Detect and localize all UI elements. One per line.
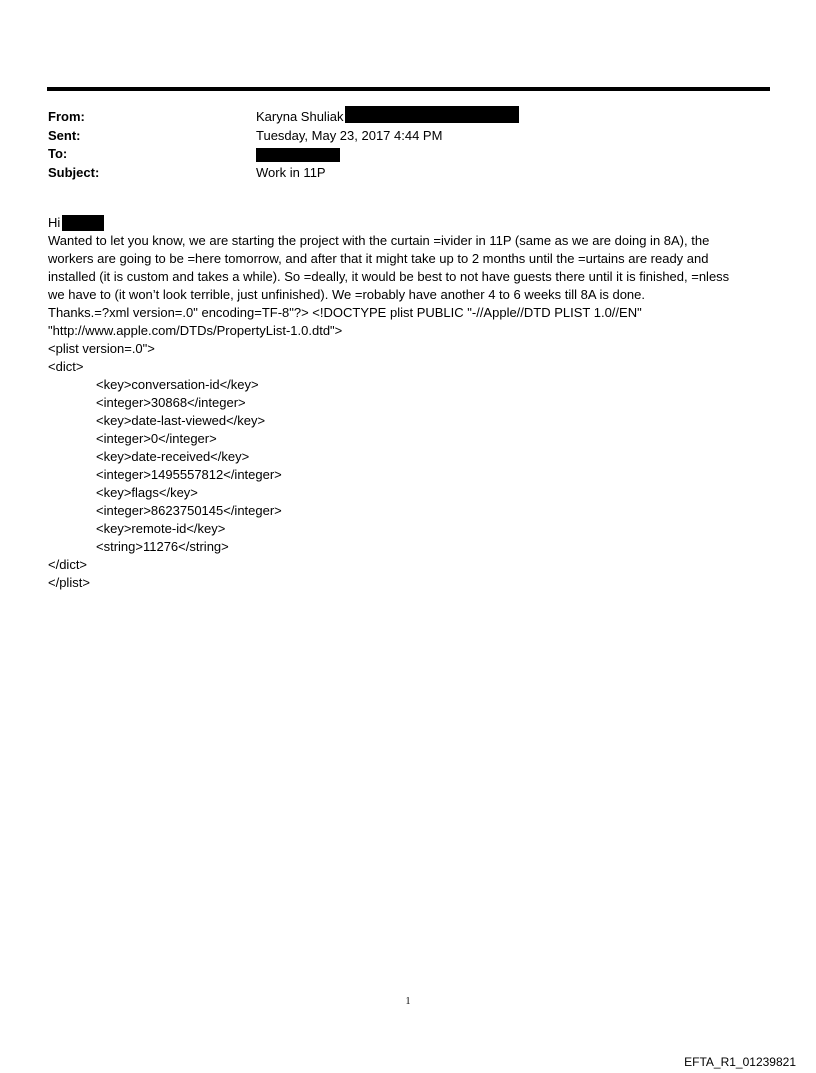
subject-label: Subject: (48, 164, 100, 180)
to-label: To: (48, 146, 68, 161)
redaction-box (345, 106, 519, 123)
dict-line: <key>flags</key> (96, 485, 198, 500)
to-value (256, 145, 340, 164)
dict-line: <integer>8623750145</integer> (96, 503, 282, 518)
dict-line: <key>conversation-id</key> (96, 377, 259, 392)
email-body (48, 214, 768, 592)
redaction-box (256, 148, 340, 162)
header-rule (47, 87, 770, 91)
sent-label: Sent: (48, 127, 81, 143)
body-line: Thanks.=?xml version=.0" encoding=TF-8"?> <!DOCTYPE plist PUBLIC "-//Apple//DTD PLIST 1.0//EN" (48, 305, 642, 320)
to-row (48, 145, 768, 164)
from-row (48, 108, 768, 127)
closing-line: </dict> (48, 557, 88, 572)
document-id: EFTA_R1_01239821 (684, 1055, 796, 1069)
body-line: <plist version=.0"> (48, 341, 155, 356)
sent-row (48, 127, 768, 146)
redaction-box (62, 215, 104, 231)
sent-value: Tuesday, May 23, 2017 4:44 PM (256, 127, 443, 143)
dict-line: <key>date-last-viewed</key> (96, 413, 266, 428)
closing-line: </plist> (48, 575, 90, 590)
body-line: installed (it is custom and takes a while). So =deally, it would be best to not have guests there until it is finished, =nless (48, 269, 730, 284)
from-label: From: (48, 109, 85, 124)
body-line: workers are going to be =here tomorrow, and after that it might take up to 2 months until the =urtains are ready and (48, 251, 709, 266)
from-value (256, 108, 519, 127)
body-line: "http://www.apple.com/DTDs/PropertyList-1.0.dtd"> (48, 323, 343, 338)
sender-name: Karyna Shuliak (256, 109, 344, 124)
body-line: Wanted to let you know, we are starting the project with the curtain =ivider in 11P (same as we are doing in 8A), the (48, 233, 710, 248)
dict-line: <integer>1495557812</integer> (96, 467, 282, 482)
dict-line: <key>date-received</key> (96, 449, 250, 464)
greeting-line (48, 214, 768, 232)
subject-value: Work in 11P (256, 164, 326, 180)
subject-row (48, 164, 768, 183)
dict-line: <string>11276</string> (96, 539, 229, 554)
dict-line: <key>remote-id</key> (96, 521, 226, 536)
email-headers (48, 108, 768, 182)
dict-line: <integer>0</integer> (96, 431, 217, 446)
greeting: Hi (48, 215, 61, 230)
body-line: we have to (it won’t look terrible, just unfinished). We =robably have another 4 to 6 weeks till 8A is done. (48, 287, 646, 302)
dict-line: <integer>30868</integer> (96, 395, 246, 410)
body-line: <dict> (48, 359, 84, 374)
page-number: 1 (405, 996, 411, 1007)
